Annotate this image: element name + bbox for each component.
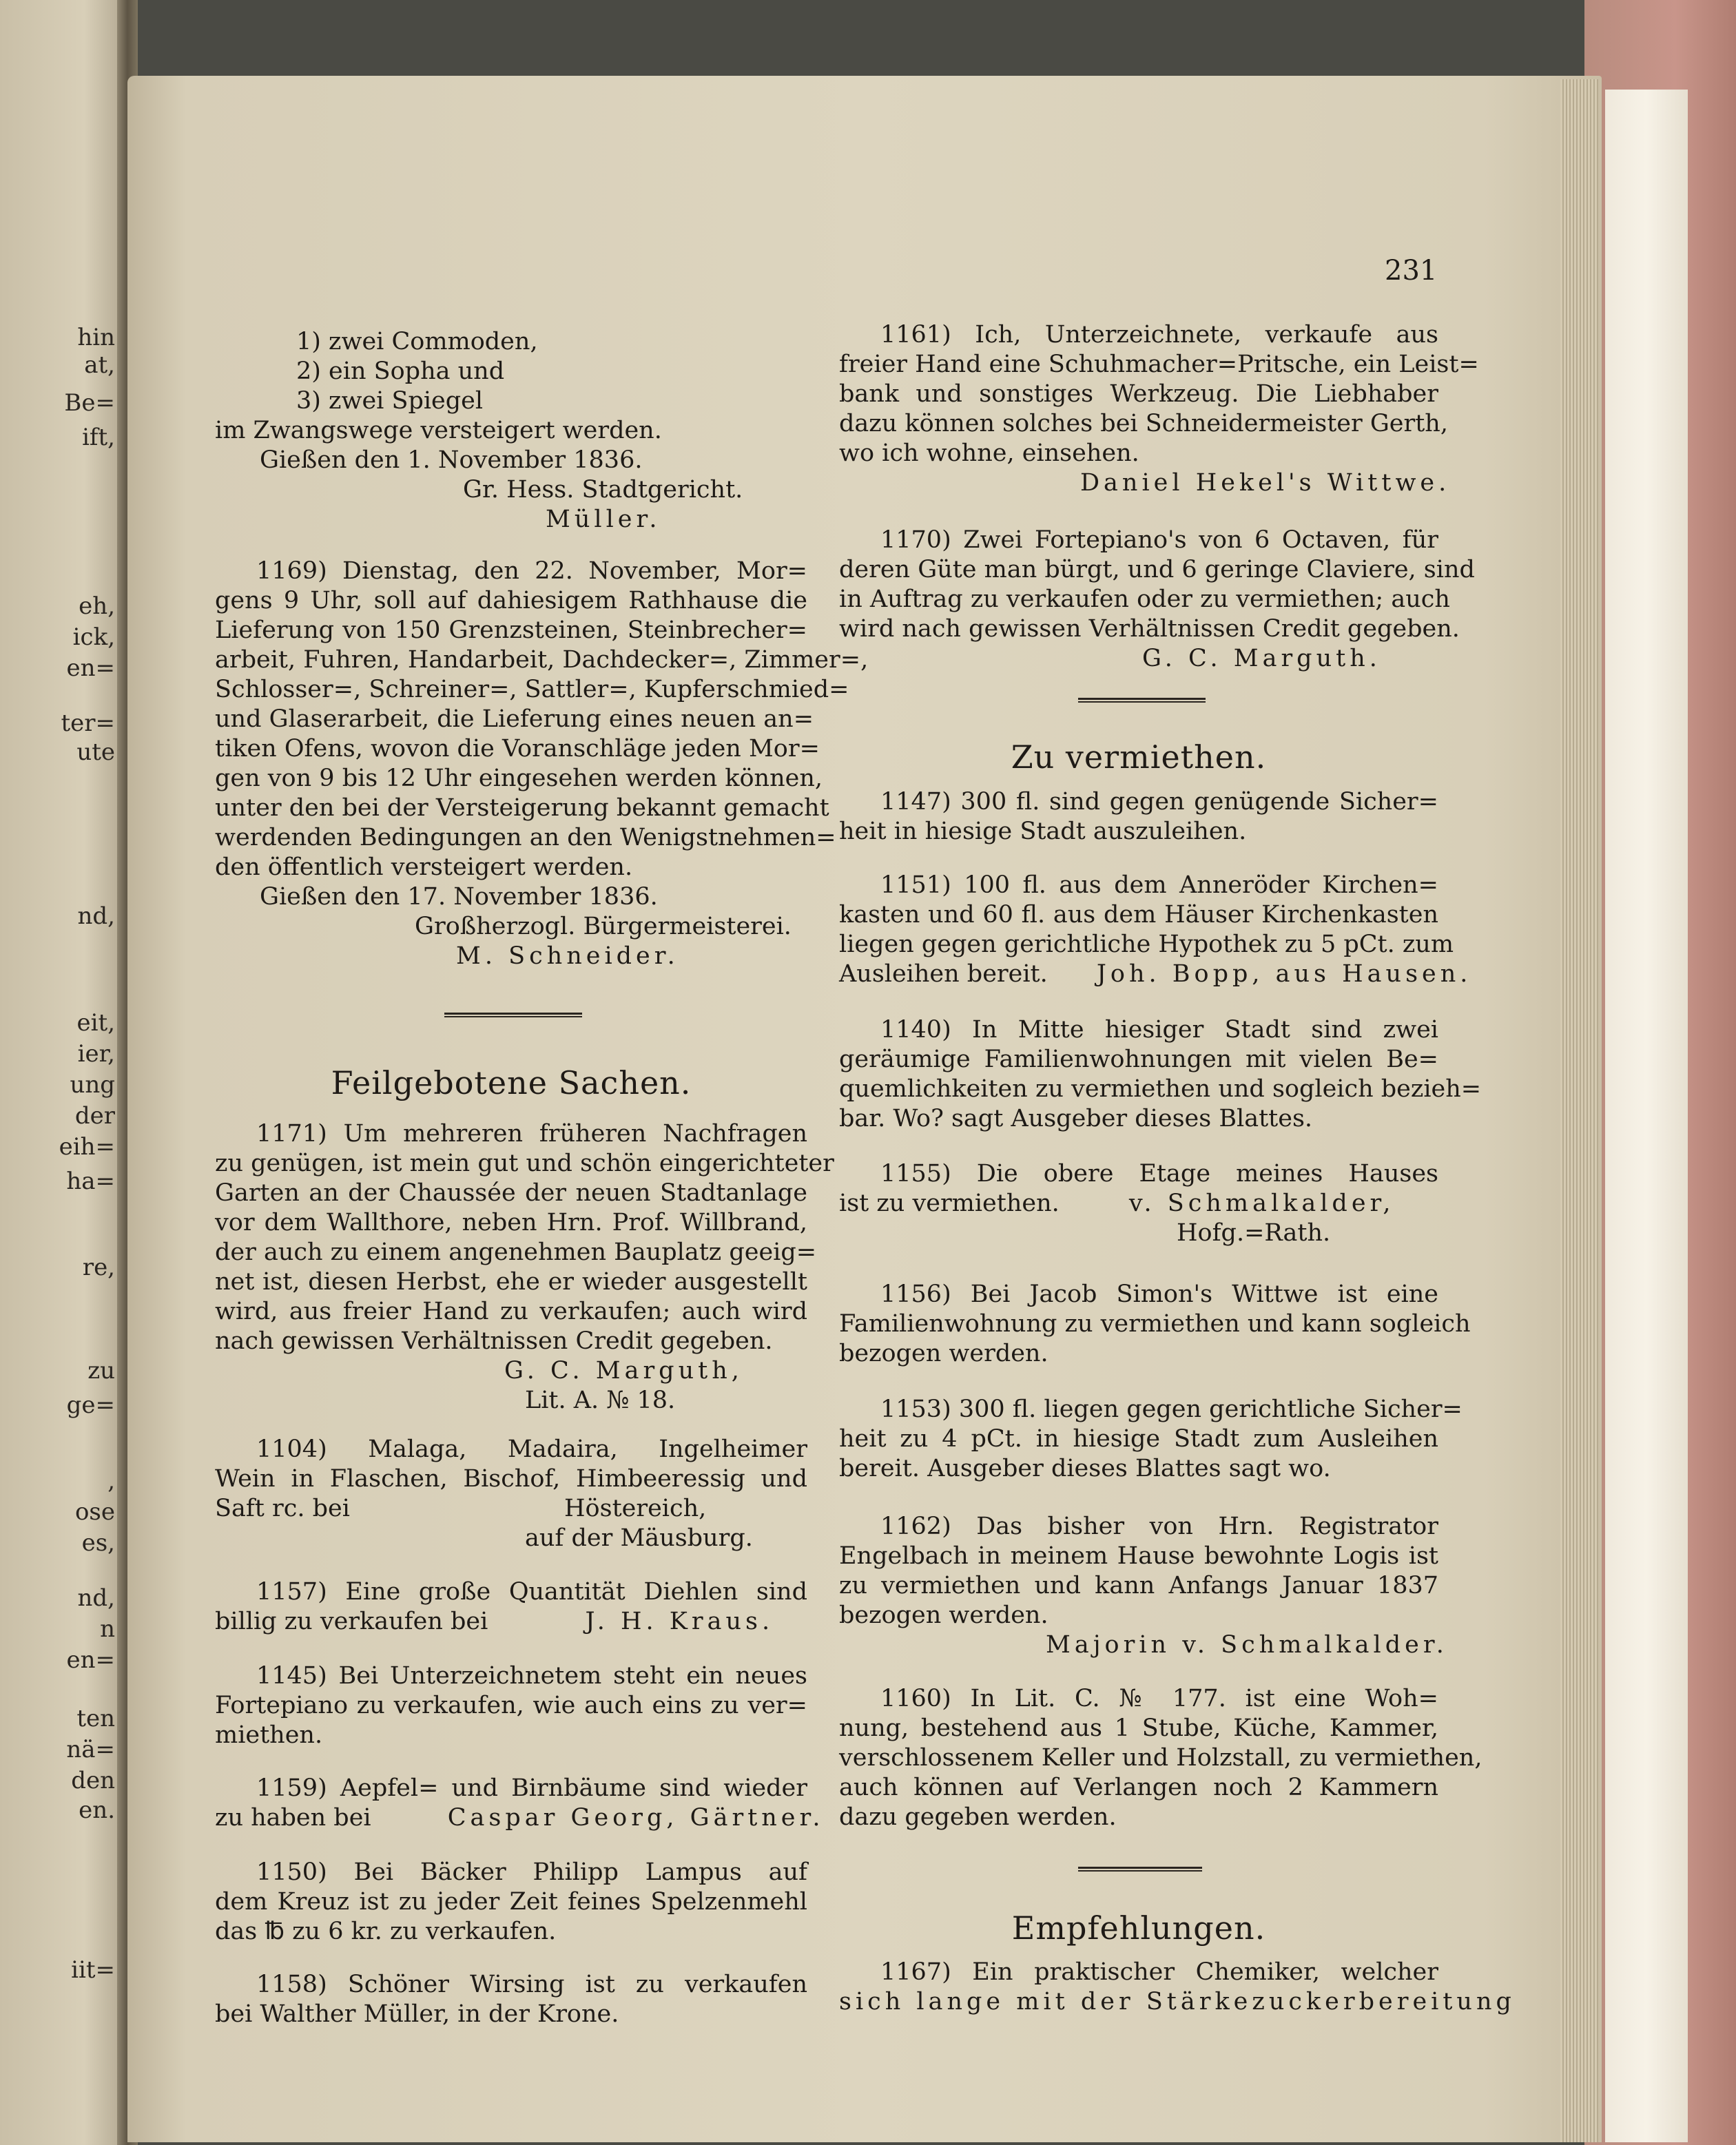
signature: Daniel Hekel's Wittwe. — [1080, 469, 1451, 497]
left-page-fragment: nd, — [77, 1584, 115, 1612]
left-page-fragment: ose — [74, 1498, 115, 1526]
text-line: der auch zu einem angenehmen Bauplatz geeig= — [215, 1239, 817, 1266]
text-line: 1155) Die obere Etage meines Hauses — [880, 1160, 1438, 1188]
text-line: werdenden Bedingungen an den Wenigstnehmen= — [215, 824, 836, 851]
left-page-fragment: ier, — [77, 1040, 115, 1068]
text-line: wird nach gewissen Verhältnissen Credit gegeben. — [839, 615, 1460, 643]
text-line: Familienwohnung zu vermiethen und kann sogleich — [839, 1310, 1471, 1338]
text-line: dazu gegeben werden. — [839, 1803, 1117, 1831]
left-page-fragment: iit= — [71, 1956, 115, 1984]
text-line: zu vermiethen und kann Anfangs Januar 1837 — [839, 1572, 1438, 1599]
right-block-4 — [839, 871, 1472, 989]
left-page-fragment: der — [74, 1102, 115, 1130]
text-line: im Zwangswege versteigert werden. — [215, 417, 662, 444]
section-heading: Empfehlungen. — [1011, 1909, 1266, 1947]
left-block-2 — [215, 557, 869, 971]
text-line: bei Walther Müller, in der Krone. — [215, 2000, 619, 2028]
signature: Gr. Hess. Stadtgericht. — [463, 476, 743, 504]
text-line: auf der Mäusburg. — [525, 1524, 753, 1552]
text-line: zu genügen, ist mein gut und schön eingerichteter — [215, 1150, 834, 1177]
right-block-2 — [839, 526, 1475, 674]
text-line: liegen gegen gerichtliche Hypothek zu 5 pCt. zum — [839, 931, 1454, 958]
left-page-fragment: en. — [79, 1796, 115, 1824]
left-block-4 — [215, 1435, 807, 1553]
left-page-fragment: re, — [82, 1254, 115, 1281]
text-line: 1159) Aepfel= und Birnbäume sind wieder — [256, 1774, 807, 1802]
text-line: verschlossenem Keller und Holzstall, zu vermiethen, — [839, 1744, 1482, 1772]
text-line: Fortepiano zu verkaufen, wie auch eins zu ver= — [215, 1692, 807, 1719]
text-line: miethen. — [215, 1721, 323, 1749]
text-line: den öffentlich versteigert werden. — [215, 853, 633, 881]
text-line: bezogen werden. — [839, 1602, 1048, 1629]
text-line: kasten und 60 fl. aus dem Häuser Kirchenkasten — [839, 901, 1438, 929]
left-page-fragment: zu — [87, 1357, 115, 1385]
left-block-7 — [215, 1774, 825, 1833]
right-block-10 — [839, 1684, 1482, 1832]
left-page-fragment: ick, — [72, 623, 115, 651]
text-line — [215, 1494, 807, 1524]
page-edges — [1560, 79, 1598, 2142]
text-line — [839, 1189, 1438, 1219]
text-line: unter den bei der Versteigerung bekannt gemacht — [215, 794, 829, 822]
signature: Hofg.=Rath. — [1177, 1219, 1331, 1247]
text-line: dem Kreuz ist zu jeder Zeit feines Spelzenmehl — [215, 1888, 807, 1916]
text-line: heit zu 4 pCt. in hiesige Stadt zum Ausleihen — [839, 1425, 1438, 1453]
text-line: geräumige Familienwohnungen mit vielen Be= — [839, 1046, 1438, 1073]
text-line: 1160) In Lit. C. № 177. ist eine Woh= — [880, 1685, 1438, 1712]
left-page-fragment: en= — [66, 654, 115, 682]
left-page-fragment: den — [71, 1767, 115, 1794]
text-line: Engelbach in meinem Hause bewohnte Logis ist — [839, 1542, 1438, 1570]
left-page-fragment: eit, — [76, 1009, 115, 1037]
left-page-fragment: ha= — [66, 1168, 115, 1195]
text-line: 1) zwei Commoden, — [296, 328, 538, 355]
text-line: 1158) Schöner Wirsing ist zu verkaufen — [256, 1971, 807, 1998]
left-page-fragment: nd, — [77, 902, 115, 930]
text-line: das ℔ zu 6 kr. zu verkaufen. — [215, 1918, 557, 1945]
signature: Majorin v. Schmalkalder. — [1046, 1631, 1448, 1659]
left-block-6 — [215, 1661, 807, 1750]
text-line: 2) ein Sopha und — [296, 358, 505, 385]
left-page-fragment: ter= — [61, 709, 115, 737]
text-line: Lieferung von 150 Grenzsteinen, Steinbrecher= — [215, 616, 807, 644]
text-line: net ist, diesen Herbst, ehe er wieder ausgestellt — [215, 1268, 807, 1296]
text-line: bezogen werden. — [839, 1340, 1048, 1367]
text-line: gen von 9 bis 12 Uhr eingesehen werden können, — [215, 765, 823, 792]
text-line — [215, 1607, 807, 1637]
section-rule — [1078, 698, 1206, 703]
left-page-fragment: ten — [76, 1705, 115, 1732]
text-span: zu haben bei — [215, 1804, 371, 1832]
left-page-fragment: ift, — [82, 424, 115, 451]
text-line: Wein in Flaschen, Bischof, Himbeeressig und — [215, 1465, 807, 1493]
right-block-7 — [839, 1280, 1471, 1369]
text-line: 3) zwei Spiegel — [296, 387, 484, 415]
text-line: und Glaserarbeit, die Lieferung eines neuen an= — [215, 705, 814, 733]
text-line: sich lange mit der Stärkezuckerbereitung — [839, 1988, 1516, 2016]
text-line: 1167) Ein praktischer Chemiker, welcher — [880, 1958, 1438, 1986]
left-page-fragment: es, — [81, 1529, 115, 1557]
signature: Großherzogl. Bürgermeisterei. — [415, 913, 792, 940]
section-rule — [1078, 1867, 1202, 1872]
left-page-fragment: eih= — [59, 1133, 115, 1161]
section-heading: Feilgebotene Sachen. — [331, 1064, 692, 1101]
text-line: in Auftrag zu verkaufen oder zu vermiethen; auch — [839, 586, 1450, 613]
text-line: 1161) Ich, Unterzeichnete, verkaufe aus — [880, 321, 1438, 349]
right-block-1 — [839, 320, 1479, 498]
text-line — [215, 1803, 825, 1833]
text-line: 1162) Das bisher von Hrn. Registrator — [880, 1513, 1438, 1540]
section-heading: Zu vermiethen. — [1011, 738, 1267, 776]
text-line: deren Güte man bürgt, und 6 geringe Claviere, sind — [839, 556, 1475, 583]
text-line: arbeit, Fuhren, Handarbeit, Dachdecker=, Zimmer=, — [215, 646, 869, 674]
text-line: 1170) Zwei Fortepiano's von 6 Octaven, für — [880, 526, 1438, 554]
text-line: 1147) 300 fl. sind gegen genügende Sicher= — [880, 788, 1438, 816]
text-line: 1156) Bei Jacob Simon's Wittwe ist eine — [880, 1281, 1438, 1308]
left-page-fragment: nä= — [66, 1736, 115, 1763]
left-page-fragment: Be= — [64, 389, 115, 417]
left-page-fragment: ung — [70, 1071, 115, 1099]
right-block-8 — [839, 1395, 1463, 1484]
left-page-fragment: , — [107, 1467, 115, 1495]
left-block-1b — [215, 416, 794, 535]
text-line: 1150) Bei Bäcker Philipp Lampus auf — [256, 1858, 807, 1886]
text-line: 1153) 300 fl. liegen gegen gerichtliche Sicher= — [880, 1396, 1463, 1423]
signature: Caspar Georg, Gärtner. — [447, 1804, 825, 1832]
text-line: 1157) Eine große Quantität Diehlen sind — [256, 1578, 807, 1606]
right-block-9 — [839, 1512, 1448, 1660]
left-page-fragment: ge= — [66, 1391, 115, 1419]
signature: Müller. — [546, 506, 661, 533]
text-line: wird, aus freier Hand zu verkaufen; auch wird — [215, 1298, 807, 1325]
signature: J. H. Kraus. — [585, 1608, 774, 1635]
page-number: 231 — [1385, 255, 1438, 287]
right-block-6 — [839, 1159, 1438, 1248]
signature: Joh. Bopp, aus Hausen. — [1096, 960, 1472, 988]
left-page-fragment: ute — [76, 738, 115, 766]
left-page-fragment: eh, — [79, 592, 115, 620]
text-line: vor dem Wallthore, neben Hrn. Prof. Willbrand, — [215, 1209, 807, 1236]
text-line: 1151) 100 fl. aus dem Anneröder Kirchen= — [880, 871, 1438, 899]
text-line: bank und sonstiges Werkzeug. Die Liebhaber — [839, 380, 1438, 408]
right-block-3 — [839, 787, 1438, 847]
left-block-8 — [215, 1858, 807, 1947]
text-line: 1140) In Mitte hiesiger Stadt sind zwei — [880, 1016, 1438, 1044]
text-line: Gießen den 17. November 1836. — [260, 883, 658, 911]
text-line: nach gewissen Verhältnissen Credit gegeben. — [215, 1327, 773, 1355]
text-line: wo ich wohne, einsehen. — [839, 439, 1139, 467]
right-block-11 — [839, 1958, 1516, 2017]
text-line: Gießen den 1. November 1836. — [260, 446, 643, 474]
text-line: Schlosser=, Schreiner=, Sattler=, Kupferschmied= — [215, 676, 849, 703]
left-page-fragment: hin — [77, 324, 115, 351]
left-block-9 — [215, 1970, 807, 2029]
text-line: Garten an der Chaussée der neuen Stadtanlage — [215, 1179, 807, 1207]
text-line: dazu können solches bei Schneidermeister Gerth, — [839, 410, 1448, 437]
signature: Höstereich, — [564, 1495, 707, 1522]
text-line: heit in hiesige Stadt auszuleihen. — [839, 818, 1247, 845]
text-line: freier Hand eine Schuhmacher=Pritsche, ein Leist= — [839, 351, 1479, 378]
text-span: ist zu vermiethen. — [839, 1190, 1060, 1217]
right-block-5 — [839, 1015, 1482, 1134]
text-span: Saft rc. bei — [215, 1495, 350, 1522]
signature: G. C. Marguth, — [504, 1357, 743, 1385]
signature: v. Schmalkalder, — [1128, 1190, 1395, 1217]
cover-endpaper — [1605, 90, 1688, 2142]
left-page-fragment: at, — [84, 351, 115, 379]
text-span: Ausleihen bereit. — [839, 960, 1048, 988]
signature: G. C. Marguth. — [1142, 645, 1381, 672]
text-line: 1169) Dienstag, den 22. November, Mor= — [256, 557, 807, 585]
text-line: nung, bestehend aus 1 Stube, Küche, Kammer, — [839, 1714, 1438, 1742]
text-line: bereit. Ausgeber dieses Blattes sagt wo. — [839, 1455, 1331, 1482]
text-line: quemlichkeiten zu vermiethen und sogleich bezieh= — [839, 1075, 1482, 1103]
text-line: 1171) Um mehreren früheren Nachfragen — [256, 1120, 807, 1148]
signature: Lit. A. № 18. — [525, 1387, 676, 1414]
left-block-5 — [215, 1577, 807, 1637]
left-page-fragment: en= — [66, 1646, 115, 1674]
text-line: bar. Wo? sagt Ausgeber dieses Blattes. — [839, 1105, 1313, 1132]
left-block-1 — [296, 327, 792, 416]
signature: M. Schneider. — [456, 942, 679, 970]
text-line: 1104) Malaga, Madaira, Ingelheimer — [256, 1436, 807, 1463]
text-line: gens 9 Uhr, soll auf dahiesigem Rathhause die — [215, 587, 807, 614]
left-page-fragment: n — [100, 1615, 115, 1643]
section-rule — [444, 1013, 582, 1017]
left-page-edge — [0, 0, 121, 2145]
text-span: billig zu verkaufen bei — [215, 1608, 488, 1635]
left-block-3 — [215, 1119, 834, 1416]
text-line: auch können auf Verlangen noch 2 Kammern — [839, 1774, 1438, 1801]
text-line: 1145) Bei Unterzeichnetem steht ein neues — [256, 1662, 807, 1690]
text-line — [839, 960, 1472, 989]
text-line: tiken Ofens, wovon die Voranschläge jeden Mor= — [215, 735, 820, 763]
